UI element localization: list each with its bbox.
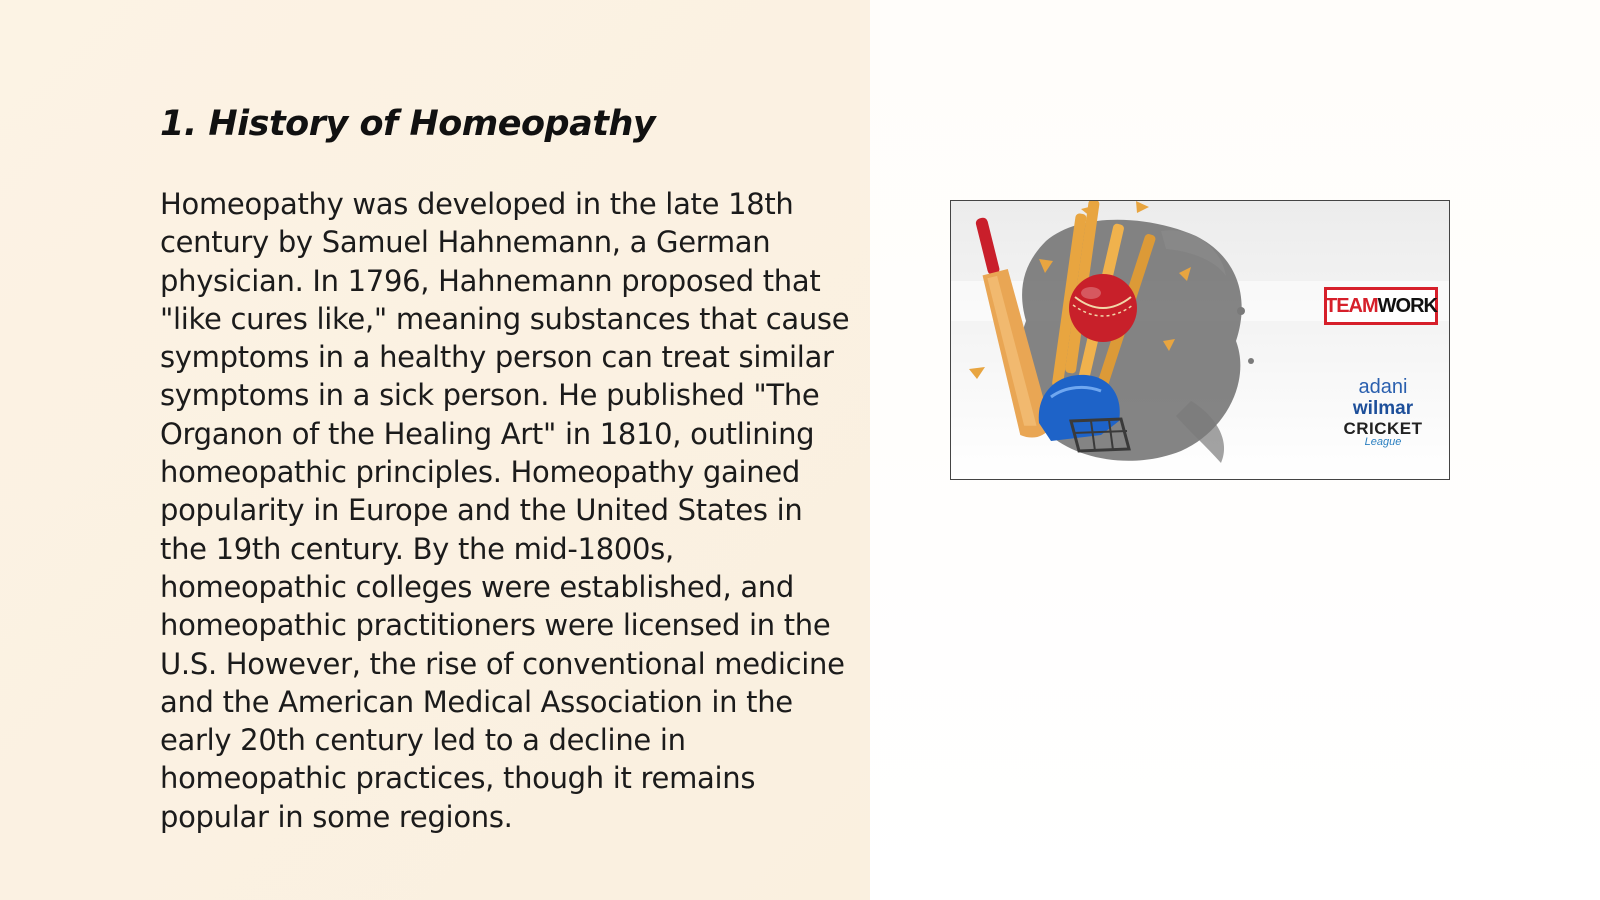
cricket-logo-line: CRICKET <box>1343 419 1423 438</box>
league-logo-line: League <box>1364 436 1402 448</box>
adani-wilmar-cricket-league-logo <box>1331 377 1435 448</box>
cricket-ball <box>1069 274 1137 342</box>
teamwork-logo-team: TEAM <box>1325 295 1378 317</box>
cricket-league-image <box>950 200 1450 480</box>
teamwork-logo <box>1324 287 1438 325</box>
wilmar-logo-line: wilmar <box>1352 398 1414 419</box>
adani-logo-line: adani <box>1358 376 1408 398</box>
slide-body-text: Homeopathy was developed in the late 18th century by Samuel Hahnemann, a German physician. In 1796, Hahnemann proposed that "like cures like," meaning substances that cause symptoms in a healthy person can treat similar symptoms in a sick person. He published "The Organon of the Healing Art" in 1810, outlining homeopathic principles. Homeopathy gained popularity in Europe and the United States in the 19th century. By the mid-1800s, homeopathic colleges were established, and homeopathic practitioners were licensed in the U.S. However, the rise of conventional medicine and the American Medical Association in the early 20th century led to a decline in homeopathic practices, though it remains popular in some regions. <box>160 187 850 834</box>
slide-title: 1. History of Homeopathy <box>160 104 656 144</box>
teamwork-logo-work: WORK <box>1377 295 1437 317</box>
